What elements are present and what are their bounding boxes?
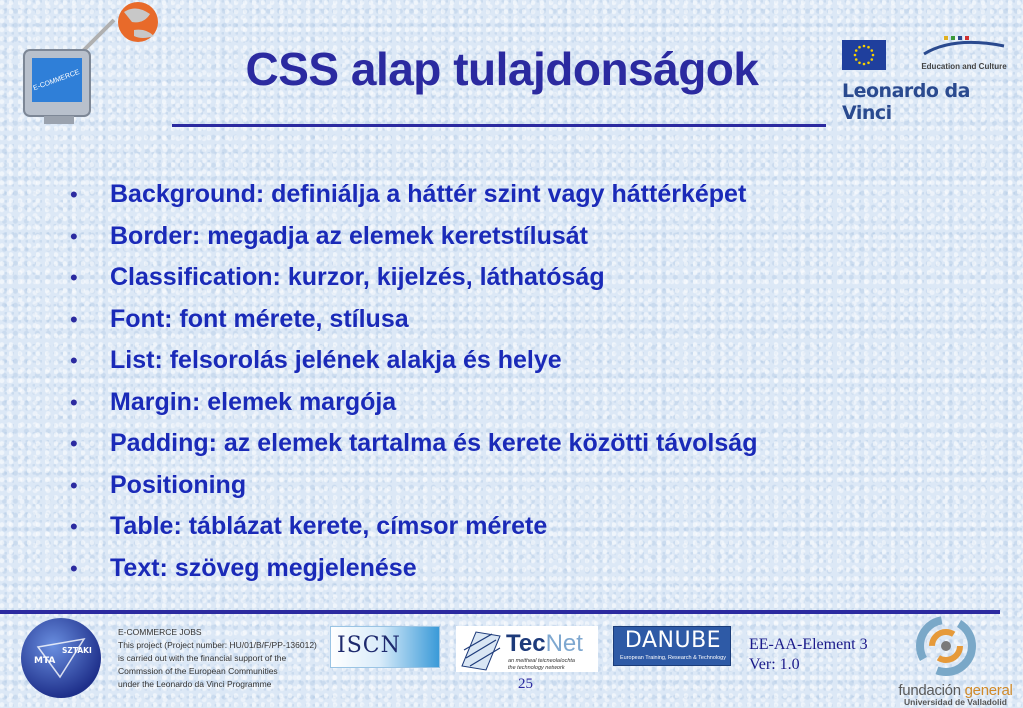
list-item xyxy=(70,257,970,299)
bullet-icon: • xyxy=(70,472,78,498)
tecnet-main: Tec xyxy=(506,630,546,657)
list-item xyxy=(70,216,970,258)
danube-label: DANUBE xyxy=(624,628,722,653)
note-line: under the Leonardo da Vinci Programme xyxy=(118,679,272,689)
bullet-text: Table: táblázat kerete, címsor mérete xyxy=(110,512,548,540)
list-item xyxy=(70,465,970,507)
list-item xyxy=(70,174,970,216)
eu-star-icon xyxy=(870,58,873,61)
list-item xyxy=(70,382,970,424)
iscn-logo xyxy=(330,626,440,668)
eu-star-icon xyxy=(855,58,858,61)
tecnet-logo xyxy=(456,626,598,672)
leonardo-da-vinci-label: Leonardo da Vinci xyxy=(842,80,970,124)
note-line: E-COMMERCE JOBS xyxy=(118,627,202,637)
bullet-text: Padding: az elemek tartalma és kerete közötti távolság xyxy=(110,429,758,457)
bullet-icon: • xyxy=(70,265,78,290)
ecommerce-logo xyxy=(14,0,174,130)
project-note xyxy=(118,626,338,691)
tecnet-icon xyxy=(456,626,506,672)
sztaki-label: SZTAKI xyxy=(62,646,92,655)
bullet-icon: • xyxy=(70,514,78,539)
element-info xyxy=(749,635,868,675)
eu-star-icon xyxy=(870,49,873,52)
bullet-icon: • xyxy=(70,182,78,207)
bullet-icon: • xyxy=(70,431,78,456)
bullet-text: Text: szöveg megjelenése xyxy=(110,553,417,582)
list-item xyxy=(70,299,970,341)
danube-logo xyxy=(613,626,731,666)
version-label: Ver: 1.0 xyxy=(749,656,800,673)
mta-sztaki-logo xyxy=(20,617,102,699)
bullet-icon: • xyxy=(70,555,78,581)
tecnet-label xyxy=(506,630,583,658)
tecnet-sub-line: the technology network xyxy=(508,664,565,671)
fundacion-general-logo xyxy=(888,616,1023,708)
iscn-label: ISCN xyxy=(337,633,401,658)
bullet-icon: • xyxy=(70,223,78,249)
list-item xyxy=(70,340,970,382)
bullet-icon: • xyxy=(70,306,78,332)
note-line: Commssion of the European Communities xyxy=(118,666,278,676)
bullet-text: Classification: kurzor, kijelzés, láthatóság xyxy=(110,263,605,291)
eu-star-icon xyxy=(854,54,857,57)
title-divider xyxy=(172,124,826,127)
bullet-text: Margin: elemek margója xyxy=(110,387,397,416)
education-culture-icon xyxy=(914,32,1014,62)
note-line: is carried out with the financial support of the xyxy=(118,653,287,663)
element-id: EE-AA-Element 3 xyxy=(749,636,868,653)
tecnet-sub-line: an meitheal teicneolaíochta xyxy=(508,658,575,664)
bullet-icon: • xyxy=(70,389,78,415)
fundacion-main: fundación xyxy=(898,682,965,699)
eu-star-icon xyxy=(858,46,861,49)
danube-subtitle: European Training, Research & Technology xyxy=(620,655,726,661)
list-item xyxy=(70,423,970,465)
eu-flag-icon xyxy=(842,40,886,70)
tecnet-accent: Net xyxy=(545,630,583,657)
mta-label: MTA xyxy=(34,656,56,666)
bullet-text: List: felsorolás jelének alakja és helye xyxy=(110,346,562,374)
bullet-list xyxy=(70,174,970,589)
eu-star-icon xyxy=(863,63,866,66)
bullet-icon: • xyxy=(70,348,78,373)
eu-star-icon xyxy=(863,45,866,48)
bullet-text: Positioning xyxy=(110,470,247,499)
fundacion-accent: general xyxy=(964,682,1013,699)
footer-divider xyxy=(0,610,1000,614)
slide-title: CSS alap tulajdonságok xyxy=(245,43,759,95)
eu-star-icon xyxy=(858,61,861,64)
ecommerce-screen-label: E-COMMERCE xyxy=(32,68,81,93)
eu-star-icon xyxy=(867,61,870,64)
list-item xyxy=(70,548,970,590)
fundacion-subtitle: Universidad de Valladolid xyxy=(904,697,1007,707)
eu-star-icon xyxy=(855,49,858,52)
bullet-text: Background: definiálja a háttér szint vagy háttérképet xyxy=(110,180,747,208)
list-item xyxy=(70,506,970,548)
page-number: 25 xyxy=(518,676,533,692)
education-culture-logo xyxy=(914,32,1014,76)
bullet-text: Font: font mérete, stílusa xyxy=(110,304,409,333)
eu-star-icon xyxy=(872,54,875,57)
note-line: This project (Project number: HU/01/B/F/PP-136012) xyxy=(118,640,317,650)
fundacion-emblem-icon xyxy=(888,616,1023,680)
tecnet-subtitle xyxy=(508,658,575,671)
education-culture-label: Education and Culture xyxy=(921,62,1007,71)
bullet-text: Border: megadja az elemek keretstílusát xyxy=(110,221,588,250)
eu-star-icon xyxy=(867,46,870,49)
